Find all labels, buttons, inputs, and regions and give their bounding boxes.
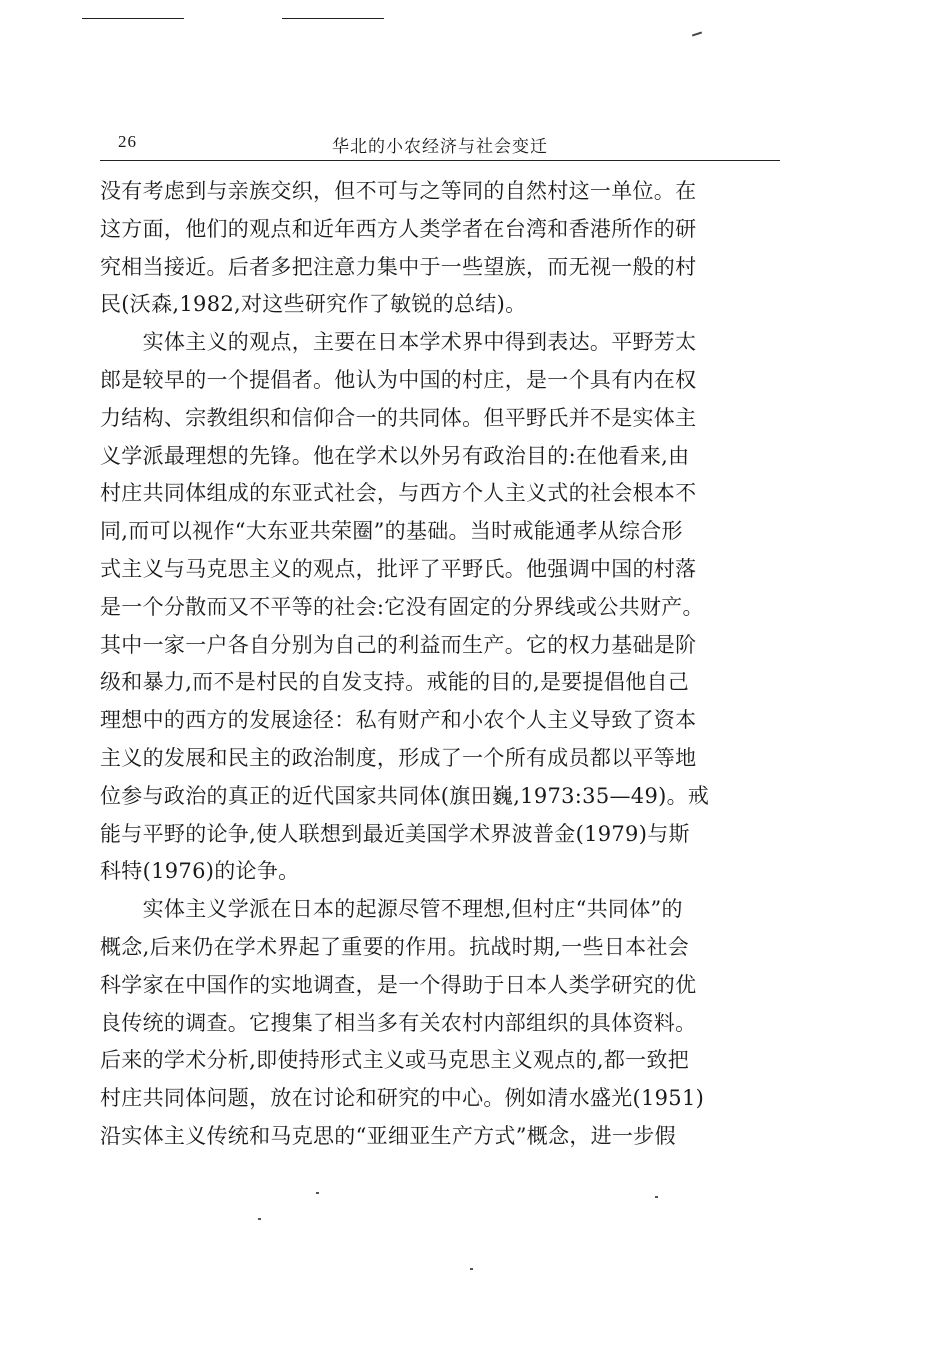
scan-artifact-rule [82, 18, 184, 19]
text-line: 能与平野的论争,使人联想到最近美国学术界波普金(1979)与斯 [100, 821, 690, 846]
text-line: 式主义与马克思主义的观点，批评了平野氏。他强调中国的村落 [100, 556, 697, 581]
text-line: 郎是较早的一个提倡者。他认为中国的村庄，是一个具有内在权 [100, 367, 697, 392]
scan-speck [655, 1196, 658, 1198]
text-line: 其中一家一户各自分别为自己的利益而生产。它的权力基础是阶 [100, 632, 697, 657]
scan-speck [258, 1218, 261, 1220]
text-line: 实体主义的观点，主要在日本学术界中得到表达。平野芳太 [100, 330, 697, 355]
text-line: 同,而可以视作“大东亚共荣圈”的基础。当时戒能通孝从综合形 [100, 519, 683, 544]
text-line: 究相当接近。后者多把注意力集中于一些望族，而无视一般的村 [100, 254, 697, 279]
scan-artifact-mark [692, 32, 702, 37]
page-number: 26 [118, 132, 137, 151]
text-line: 这方面，他们的观点和近年西方人类学者在台湾和香港所作的研 [100, 216, 697, 241]
text-line: 理想中的西方的发展途径：私有财产和小农个人主义导致了资本 [100, 708, 697, 733]
running-head [100, 128, 780, 158]
text-line: 位参与政治的真正的近代国家共同体(旗田巍,1973:35—49)。戒 [100, 783, 710, 808]
scan-artifact-rule [282, 18, 384, 19]
body-text [100, 173, 790, 1156]
text-line: 力结构、宗教组织和信仰合一的共同体。但平野氏并不是实体主 [100, 405, 697, 430]
scan-speck [470, 1268, 473, 1270]
text-line: 村庄共同体组成的东亚式社会，与西方个人主义式的社会根本不 [100, 481, 697, 506]
running-title: 华北的小农经济与社会变迁 [332, 137, 548, 157]
header-rule [100, 160, 780, 161]
text-line: 主义的发展和民主的政治制度，形成了一个所有成员都以平等地 [100, 745, 697, 770]
text-line: 村庄共同体问题，放在讨论和研究的中心。例如清水盛光(1951) [100, 1086, 705, 1111]
text-line: 沿实体主义传统和马克思的“亚细亚生产方式”概念，进一步假 [100, 1123, 676, 1148]
text-line: 是一个分散而又不平等的社会:它没有固定的分界线或公共财产。 [100, 594, 704, 619]
text-line: 民(沃森,1982,对这些研究作了敏锐的总结)。 [100, 292, 527, 317]
text-line: 良传统的调查。它搜集了相当多有关农村内部组织的具体资料。 [100, 1010, 697, 1035]
text-line: 后来的学术分析,即使持形式主义或马克思主义观点的,都一致把 [100, 1048, 690, 1073]
text-line: 实体主义学派在日本的起源尽管不理想,但村庄“共同体”的 [100, 897, 683, 922]
text-line: 没有考虑到与亲族交织，但不可与之等同的自然村这一单位。在 [100, 179, 697, 203]
text-line: 级和暴力,而不是村民的自发支持。戒能的目的,是要提倡他自己 [100, 670, 690, 695]
text-line: 义学派最理想的先锋。他在学术以外另有政治目的:在他看来,由 [100, 443, 690, 468]
text-line: 概念,后来仍在学术界起了重要的作用。抗战时期,一些日本社会 [100, 934, 690, 959]
text-line: 科特(1976)的论争。 [100, 859, 300, 884]
text-line: 科学家在中国作的实地调查，是一个得助于日本人类学研究的优 [100, 972, 697, 997]
scan-speck [316, 1192, 319, 1194]
